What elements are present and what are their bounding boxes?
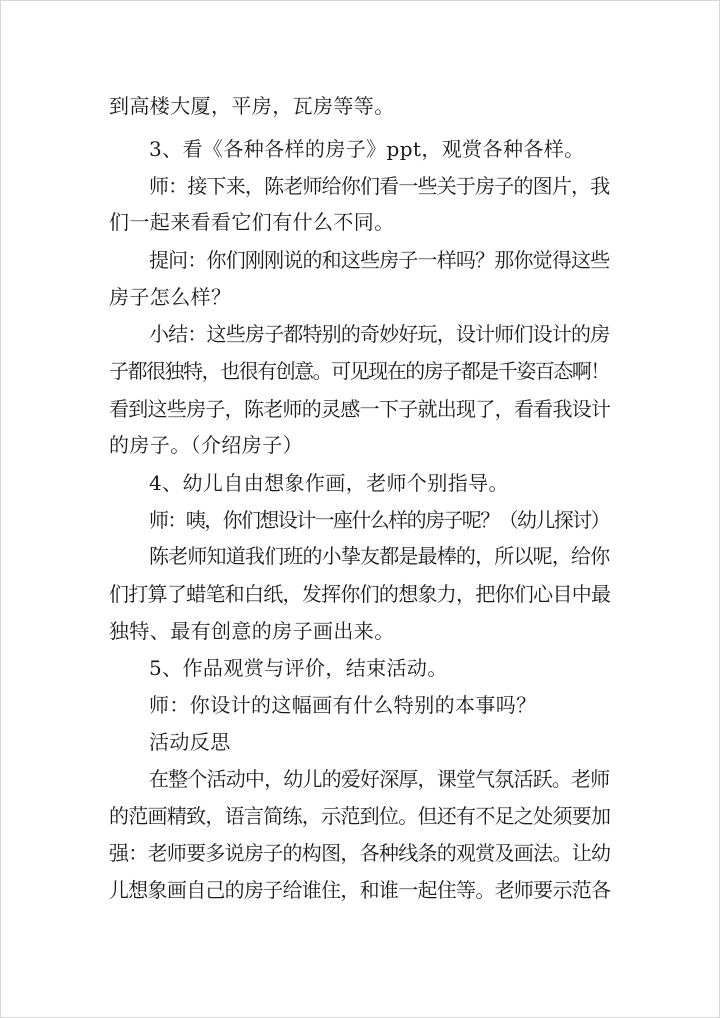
text-line: 强：老师要多说房子的构图，各种线条的观赏及画法。让幼 (109, 841, 611, 865)
text-line: 儿想象画自己的房子给谁住，和谁一起住等。老师要示范各 (109, 878, 611, 902)
text-line: 们一起来看看它们有什么不同。 (109, 210, 395, 234)
text-line: 子都很独特，也很有创意。可见现在的房子都是千姿百态啊！ (109, 359, 609, 383)
section-heading: 活动反思 (149, 730, 231, 754)
text-line: 的范画精致，语言简练，示范到位。但还有不足之处须要加 (109, 804, 611, 828)
text-line: 提问：你们刚刚说的和这些房子一样吗？那你觉得这些 (149, 248, 610, 272)
text-line: 3、看《各种各样的房子》ppt，观赏各种各样。 (149, 137, 585, 161)
text-line: 看到这些房子，陈老师的灵感一下子就出现了，看看我设计 (109, 397, 611, 421)
text-line: 房子怎么样？ (109, 285, 232, 309)
text-line: 在整个活动中，幼儿的爱好深厚，课堂气氛活跃。老师 (149, 767, 610, 791)
text-line: 5、作品观赏与评价，结束活动。 (149, 656, 448, 680)
text-line: 的房子。（介绍房子） (109, 433, 303, 457)
text-line: 到高楼大厦，平房，瓦房等等。 (109, 94, 395, 118)
text-line: 独特、最有创意的房子画出来。 (109, 619, 395, 643)
text-line: 师：接下来，陈老师给你们看一些关于房子的图片，我 (149, 174, 610, 198)
text-line: 们打算了蜡笔和白纸，发挥你们的想象力，把你们心目中最 (109, 582, 611, 606)
text-line: 4、幼儿自由想象作画，老师个别指导。 (149, 471, 509, 495)
text-line: 小结：这些房子都特别的奇妙好玩，设计师们设计的房 (149, 322, 610, 346)
text-line: 陈老师知道我们班的小挚友都是最棒的，所以呢，给你 (149, 544, 610, 568)
text-line: 师：你设计的这幅画有什么特别的本事吗？ (149, 693, 537, 717)
text-line: 师：咦，你们想设计一座什么样的房子呢？（幼儿探讨） (149, 508, 609, 532)
